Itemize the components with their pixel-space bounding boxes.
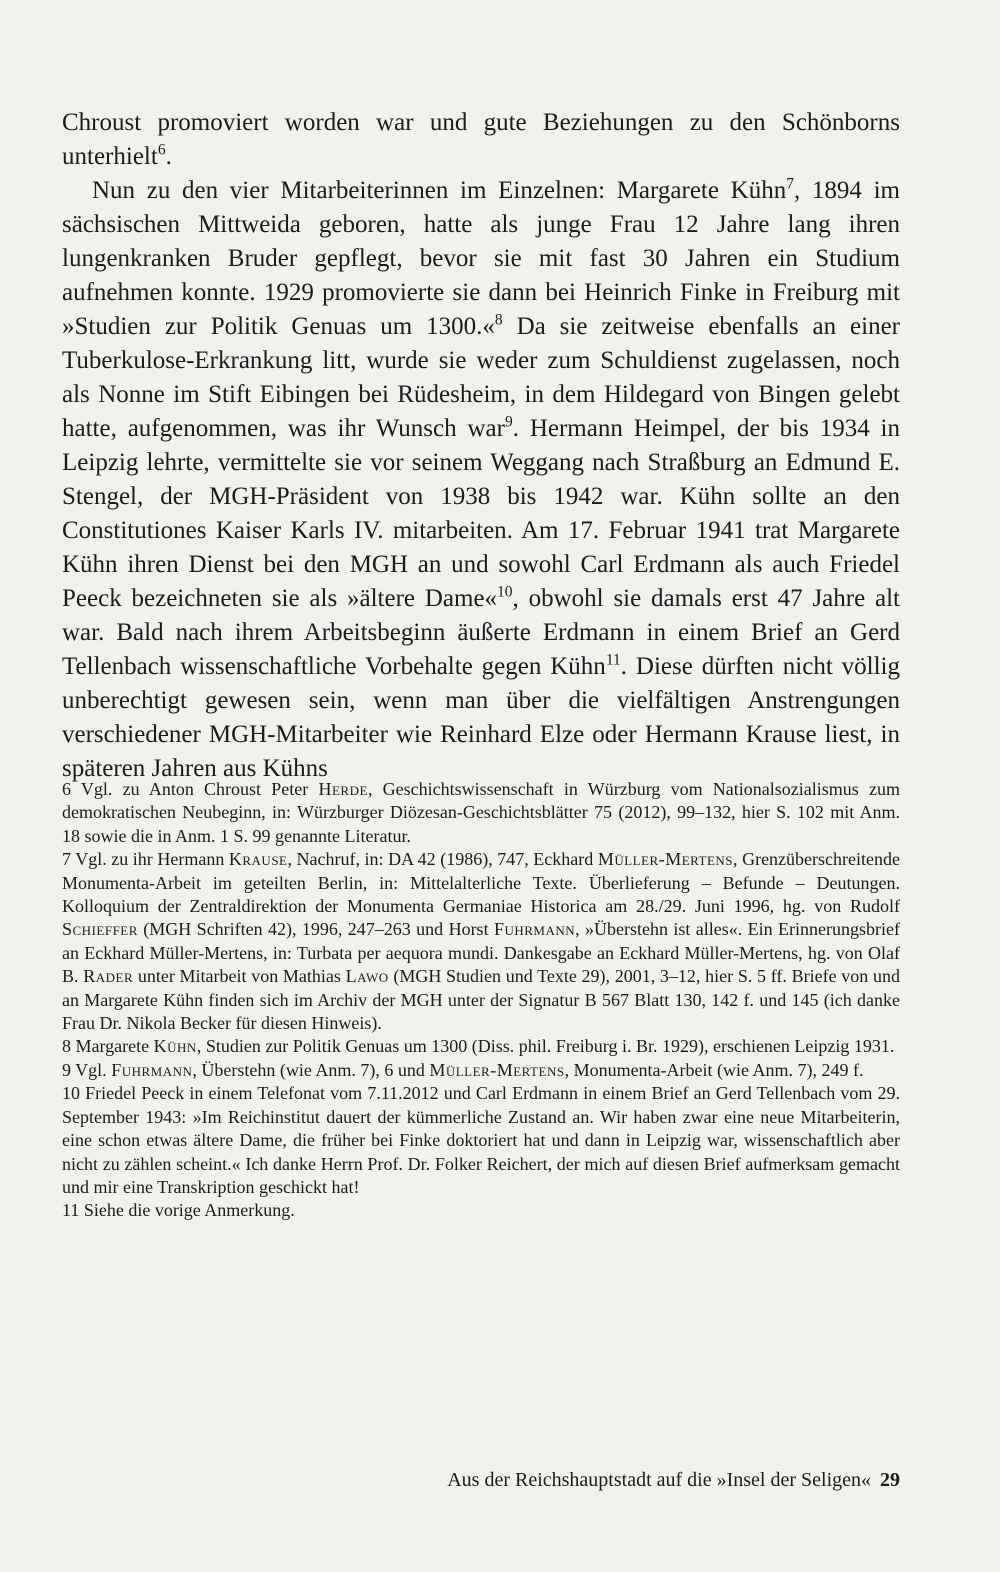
main-text (62, 106, 900, 786)
footnote-ref-10[interactable]: 10 (497, 583, 513, 601)
paragraph-1 (62, 106, 900, 174)
footnote-ref-8[interactable]: 8 (494, 311, 503, 329)
paragraph-2 (62, 174, 900, 786)
text-run: 8 Margarete (62, 1036, 154, 1057)
text-run: , Monumenta-Arbeit (wie Anm. 7), 249 f. (564, 1059, 864, 1080)
text-run: . (165, 143, 172, 170)
footnote-9 (62, 1059, 900, 1082)
footnote-ref-11[interactable]: 11 (605, 651, 621, 669)
author-name: Müller-Mertens (429, 1059, 565, 1080)
author-name: Kühn (153, 1036, 197, 1057)
footnote-8 (62, 1035, 900, 1058)
author-name: Lawo (345, 966, 389, 987)
author-name: Schieffer (62, 919, 138, 940)
author-name: Müller-Mertens (597, 849, 734, 870)
text-run: 6 Vgl. zu Anton Chroust Peter (62, 779, 319, 799)
text-run: , Grenzüberschreitende Monumenta-Arbeit im geteilten Berlin, in: Mittelalterliche Texte. Überlieferung – Befunde – Deutungen. Kolloquium der Zentraldirektion der Monumenta Germaniae Historica am 28./29. Juni 1996, hg. von Rudolf (62, 849, 900, 917)
footnote-11 (62, 1199, 900, 1222)
text-run: 9 Vgl. (62, 1059, 112, 1080)
text-run: Nun zu den vier Mitarbeiterinnen im Einzelnen: Margarete Kühn (92, 177, 787, 204)
text-run: , Überstehn (wie Anm. 7), 6 und (192, 1059, 430, 1080)
author-name: Fuhrmann (493, 919, 576, 940)
text-run: Da sie zeitweise ebenfalls an einer Tuberkulose-Erkrankung litt, wurde sie weder zum Schuldienst zugelassen, noch als Nonne im Stift Eibingen bei Rüdesheim, in dem Hildegard von Bingen gelebt hatte, aufgenommen, was ihr Wunsch war (62, 313, 900, 442)
author-name: Herde (318, 779, 368, 799)
text-run: , obwohl sie damals erst 47 Jahre alt war. Bald nach ihrem Arbeitsbeginn äußerte Erdmann in einem Brief an Gerd Tellenbach wissenschaftliche Vorbehalte gegen Kühn (62, 585, 900, 680)
text-run: . Diese dürften nicht völlig unberechtigt gewesen sein, wenn man über die vielfältigen Anstrengungen verschiedener MGH-Mitarbeiter wie Reinhard Elze oder Hermann Krause liest, in späteren Jahren aus Kühns (62, 653, 900, 782)
page-number: 29 (880, 1469, 900, 1491)
text-run: unter Mitarbeit von Mathias (133, 966, 346, 987)
text-run: 11 Siehe die vorige Anmerkung. (62, 1200, 295, 1221)
author-name: Rader (83, 966, 134, 987)
text-run: 10 Friedel Peeck in einem Telefonat vom 7.11.2012 und Carl Erdmann in einem Brief an Gerd Tellenbach vom 29. September 1943: »Im Reichinstitut dauert der kümmerliche Zustand an. Wir haben zwar eine neue Mitarbeiterin, eine schon etwas ältere Dame, die früher bei Finke doktoriert hat und dann in Leipzig war, wissenschaftlich aber nicht zu zählen scheint.« Ich danke Herrn Prof. Dr. Folker Reichert, der mich auf diesen Brief aufmerksam gemacht und mir eine Transkription geschickt hat! (62, 1083, 900, 1197)
footnote-10 (62, 1082, 900, 1199)
text-run: (MGH Studien und Texte 29), 2001, 3–12, hier S. 5 ff. Briefe von und an Margarete Kühn finden sich im Archiv der MGH unter der Signatur B 567 Blatt 130, 142 f. und 145 (ich danke Frau Dr. Nikola Becker für diesen Hinweis). (62, 966, 900, 1034)
footnotes (62, 778, 900, 1223)
running-title: Aus der Reichshauptstadt auf die »Insel der Seligen« (447, 1469, 871, 1491)
author-name: Fuhrmann (111, 1059, 193, 1080)
footnote-ref-7[interactable]: 7 (786, 175, 794, 193)
text-run: (MGH Schriften 42), 1996, 247–263 und Horst (137, 919, 494, 940)
text-run: , »Überstehn ist alles«. Ein Erinnerungsbrief an Eckhard Müller-Mertens, in: Turbata per aequora mundi. Dankesgabe an Eckhard Müller-Mertens, hg. von Olaf B. (62, 919, 900, 987)
footnote-6 (62, 778, 900, 848)
text-run: , Nachruf, in: DA 42 (1986), 747, Eckhard (287, 849, 598, 870)
text-run: . Hermann Heimpel, der bis 1934 in Leipzig lehrte, vermittelte sie vor seinem Weggang nach Straßburg an Edmund E. Stengel, der MGH-Präsident von 1938 bis 1942 war. Kühn sollte an den Constitutiones Kaiser Karls IV. mitarbeiten. Am 17. Februar 1941 trat Margarete Kühn ihren Dienst bei den MGH an und sowohl Carl Erdmann als auch Friedel Peeck bezeichneten sie als »ältere Dame« (62, 415, 900, 612)
footnote-ref-9[interactable]: 9 (504, 413, 513, 431)
page-footer (447, 1468, 900, 1492)
text-run: , Studien zur Politik Genuas um 1300 (Diss. phil. Freiburg i. Br. 1929), erschienen Leipzig 1931. (196, 1036, 895, 1057)
footnote-ref-6[interactable]: 6 (157, 141, 166, 159)
text-run: Chroust promoviert worden war und gute Beziehungen zu den Schönborns unterhielt (62, 109, 900, 170)
author-name: Krause (228, 849, 288, 870)
text-run: , Geschichtswissenschaft in Würzburg vom Nationalsozialismus zum demokratischen Neubeginn, in: Würzburger Diözesan-Geschichtsblätter 75 (2012), 99–132, hier S. 102 mit Anm. 18 sowie die in Anm. 1 S. 99 genannte Literatur. (62, 779, 900, 846)
footnote-7 (62, 848, 900, 1035)
text-run: 7 Vgl. zu ihr Hermann (62, 849, 229, 870)
text-run: , 1894 im sächsischen Mittweida geboren, hatte als junge Frau 12 Jahre lang ihren lungenkranken Bruder gepflegt, bevor sie mit fast 30 Jahren ein Studium aufnehmen konnte. 1929 promovierte sie dann bei Heinrich Finke in Freiburg mit »Studien zur Politik Genuas um 1300.« (62, 177, 900, 340)
